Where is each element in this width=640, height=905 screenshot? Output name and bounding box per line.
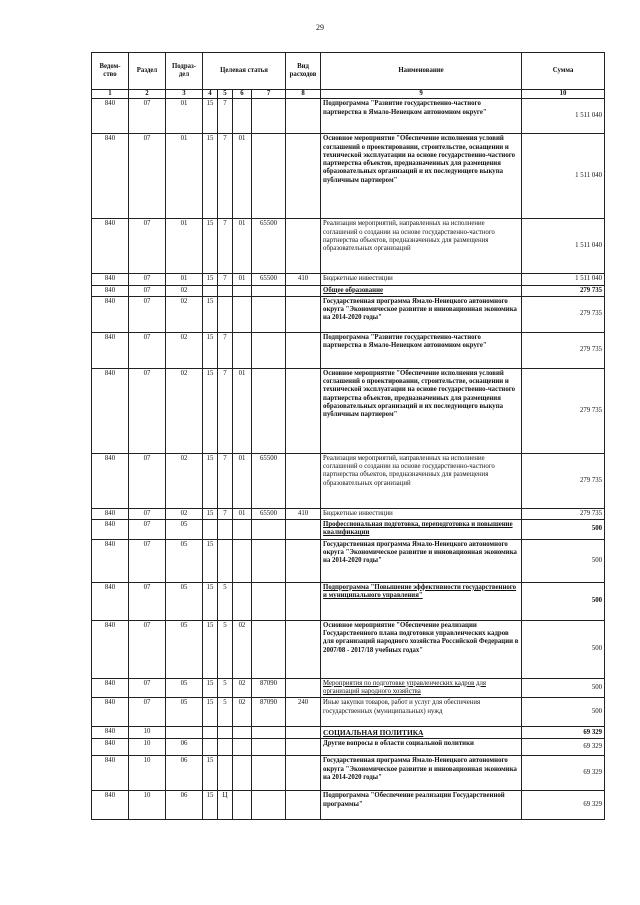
- column-number: 3: [166, 90, 203, 99]
- target-part2-cell: [218, 520, 233, 540]
- target-part2-cell: 7: [218, 368, 233, 453]
- target-part4-cell: [252, 756, 286, 791]
- page-number: 29: [316, 23, 324, 32]
- target-part4-cell: [252, 539, 286, 582]
- column-number: 7: [252, 90, 286, 99]
- agency-cell: 840: [92, 453, 129, 508]
- expense-type-cell: [286, 678, 321, 698]
- target-part3-cell: 01: [233, 368, 252, 453]
- expense-type-cell: [286, 739, 321, 756]
- target-part3-cell: [233, 582, 252, 620]
- section-cell: 10: [129, 739, 166, 756]
- expense-type-cell: [286, 99, 321, 134]
- sum-cell: 500: [522, 620, 605, 678]
- agency-cell: 840: [92, 582, 129, 620]
- subsection-cell: 01: [166, 274, 203, 285]
- section-cell: 07: [129, 134, 166, 219]
- target-part3-cell: 01: [233, 219, 252, 274]
- subsection-cell: 05: [166, 520, 203, 540]
- table-row: [92, 219, 605, 274]
- agency-cell: 840: [92, 219, 129, 274]
- name-cell: Другие вопросы в области социальной политики: [321, 739, 522, 756]
- agency-cell: 840: [92, 134, 129, 219]
- agency-cell: 840: [92, 520, 129, 540]
- agency-cell: 840: [92, 620, 129, 678]
- target-part4-cell: 65500: [252, 508, 286, 519]
- section-cell: 07: [129, 508, 166, 519]
- target-part4-cell: [252, 791, 286, 820]
- target-part2-cell: [218, 739, 233, 756]
- target-part3-cell: 02: [233, 678, 252, 698]
- subsection-cell: 02: [166, 368, 203, 453]
- name-cell: Основное мероприятие "Обеспечение исполнения условий соглашений о проектировании, строительстве, оснащении и технической эксплуатации на основе государственно-частного партнерства объектов, предназначенных для размещения образовательных организаций и их последующего выкупа публичным партнером": [321, 368, 522, 453]
- expense-type-cell: [286, 727, 321, 739]
- column-number: 5: [218, 90, 233, 99]
- sum-cell: 279 735: [522, 285, 605, 296]
- target-part3-cell: [233, 520, 252, 540]
- subsection-cell: 06: [166, 756, 203, 791]
- expense-type-cell: [286, 453, 321, 508]
- agency-cell: 840: [92, 508, 129, 519]
- subsection-cell: [166, 727, 203, 739]
- target-part3-cell: [233, 756, 252, 791]
- target-part1-cell: 15: [203, 539, 218, 582]
- section-cell: 07: [129, 520, 166, 540]
- sum-cell: 279 735: [522, 453, 605, 508]
- target-part1-cell: 15: [203, 698, 218, 727]
- sum-cell: 279 735: [522, 332, 605, 368]
- agency-cell: 840: [92, 274, 129, 285]
- name-cell: Основное мероприятие "Обеспечение реализации Государственного плана подготовки управленческих кадров для организаций народного хозяйства Российской Федерации в 2007/08 - 2017/18 учебных годах": [321, 620, 522, 678]
- header-sum: Сумма: [522, 53, 605, 90]
- section-cell: 07: [129, 332, 166, 368]
- sum-cell: 279 735: [522, 508, 605, 519]
- target-part1-cell: 15: [203, 99, 218, 134]
- table-row: [92, 332, 605, 368]
- agency-cell: 840: [92, 756, 129, 791]
- section-cell: 07: [129, 296, 166, 332]
- sum-cell: 500: [522, 678, 605, 698]
- target-part2-cell: 5: [218, 698, 233, 727]
- target-part4-cell: [252, 134, 286, 219]
- table-row: [92, 539, 605, 582]
- target-part3-cell: [233, 332, 252, 368]
- section-cell: 07: [129, 453, 166, 508]
- name-cell: Основное мероприятие "Обеспечение исполнения условий соглашений о проектировании, строительстве, оснащении и технической эксплуатации на основе государственно-частного партнерства объектов, предназначенных для размещения образовательных организаций и их последующего выкупа публичным партнером": [321, 134, 522, 219]
- column-number-row: [92, 90, 605, 99]
- target-part2-cell: 5: [218, 678, 233, 698]
- target-part3-cell: [233, 296, 252, 332]
- sum-cell: 69 329: [522, 739, 605, 756]
- name-cell: Общее образование: [321, 285, 522, 296]
- agency-cell: 840: [92, 727, 129, 739]
- target-part1-cell: [203, 739, 218, 756]
- agency-cell: 840: [92, 285, 129, 296]
- subsection-cell: 01: [166, 219, 203, 274]
- table-row: [92, 520, 605, 540]
- expense-type-cell: [286, 368, 321, 453]
- name-cell: Подпрограмма "Развитие государственно-частного партнерства в Ямало-Ненецком автономном округе": [321, 332, 522, 368]
- name-cell: Подпрограмма "Развитие государственно-частного партнерства в Ямало-Ненецком автономном округе": [321, 99, 522, 134]
- name-cell: Подпрограмма "Повышение эффективности государственного и муниципального управления": [321, 582, 522, 620]
- column-number: 10: [522, 90, 605, 99]
- header-expense-type: Вид расходов: [286, 53, 321, 90]
- subsection-cell: 06: [166, 791, 203, 820]
- target-part4-cell: [252, 582, 286, 620]
- target-part4-cell: [252, 368, 286, 453]
- target-part1-cell: 15: [203, 296, 218, 332]
- target-part1-cell: 15: [203, 678, 218, 698]
- target-part2-cell: [218, 756, 233, 791]
- target-part4-cell: [252, 285, 286, 296]
- expense-type-cell: [286, 539, 321, 582]
- subsection-cell: 05: [166, 678, 203, 698]
- agency-cell: 840: [92, 296, 129, 332]
- subsection-cell: 05: [166, 698, 203, 727]
- target-part2-cell: 7: [218, 99, 233, 134]
- target-part3-cell: [233, 539, 252, 582]
- name-cell: Реализация мероприятий, направленных на исполнение соглашений о создании на основе государственно-частного партнерства объектов, предназначенных для размещения образовательных организаций: [321, 453, 522, 508]
- column-number: 2: [129, 90, 166, 99]
- target-part3-cell: 01: [233, 508, 252, 519]
- sum-cell: 1 511 040: [522, 134, 605, 219]
- agency-cell: 840: [92, 332, 129, 368]
- target-part3-cell: 02: [233, 698, 252, 727]
- table-row: [92, 296, 605, 332]
- section-cell: 07: [129, 539, 166, 582]
- target-part1-cell: 15: [203, 756, 218, 791]
- subsection-cell: 05: [166, 539, 203, 582]
- name-cell: Мероприятия по подготовке управленческих кадров для организаций народного хозяйства: [321, 678, 522, 698]
- target-part2-cell: 7: [218, 219, 233, 274]
- subsection-cell: 02: [166, 332, 203, 368]
- target-part4-cell: 65500: [252, 453, 286, 508]
- header-subsection: Подраз- дел: [166, 53, 203, 90]
- target-part4-cell: [252, 739, 286, 756]
- target-part1-cell: 15: [203, 134, 218, 219]
- table-row: [92, 582, 605, 620]
- agency-cell: 840: [92, 698, 129, 727]
- target-part1-cell: [203, 285, 218, 296]
- sum-cell: 69 329: [522, 756, 605, 791]
- target-part2-cell: 5: [218, 620, 233, 678]
- section-cell: 07: [129, 698, 166, 727]
- target-part2-cell: 7: [218, 134, 233, 219]
- expense-type-cell: [286, 134, 321, 219]
- header-section: Раздел: [129, 53, 166, 90]
- section-cell: 10: [129, 791, 166, 820]
- target-part4-cell: 65500: [252, 274, 286, 285]
- target-part4-cell: [252, 332, 286, 368]
- target-part1-cell: 15: [203, 368, 218, 453]
- name-cell: Профессиональная подготовка, переподготовка и повышение квалификации: [321, 520, 522, 540]
- name-cell: СОЦИАЛЬНАЯ ПОЛИТИКА: [321, 727, 522, 739]
- name-cell: Бюджетные инвестиции: [321, 274, 522, 285]
- agency-cell: 840: [92, 539, 129, 582]
- subsection-cell: 02: [166, 453, 203, 508]
- sum-cell: 279 735: [522, 296, 605, 332]
- section-cell: 07: [129, 678, 166, 698]
- target-part2-cell: 7: [218, 332, 233, 368]
- name-cell: Государственная программа Ямало-Ненецкого автономного округа "Экономическое развитие и инновационная экономика на 2014-2020 годы": [321, 756, 522, 791]
- name-cell: Подпрограмма "Обеспечение реализации Государственной программы": [321, 791, 522, 820]
- target-part1-cell: 15: [203, 508, 218, 519]
- header-agency: Ведом- ство: [92, 53, 129, 90]
- section-cell: 10: [129, 727, 166, 739]
- header-row: [92, 53, 605, 90]
- subsection-cell: 01: [166, 134, 203, 219]
- sum-cell: 69 329: [522, 791, 605, 820]
- expense-type-cell: 410: [286, 508, 321, 519]
- target-part2-cell: [218, 285, 233, 296]
- table-row: [92, 285, 605, 296]
- expense-type-cell: [286, 219, 321, 274]
- subsection-cell: 05: [166, 620, 203, 678]
- target-part2-cell: [218, 539, 233, 582]
- target-part3-cell: 01: [233, 453, 252, 508]
- table-row: [92, 99, 605, 134]
- expense-type-cell: [286, 296, 321, 332]
- name-cell: Бюджетные инвестиции: [321, 508, 522, 519]
- sum-cell: 1 511 040: [522, 274, 605, 285]
- section-cell: 10: [129, 756, 166, 791]
- target-part3-cell: [233, 739, 252, 756]
- column-number: 9: [321, 90, 522, 99]
- target-part2-cell: Ц: [218, 791, 233, 820]
- agency-cell: 840: [92, 368, 129, 453]
- subsection-cell: 01: [166, 99, 203, 134]
- target-part3-cell: 01: [233, 274, 252, 285]
- target-part1-cell: 15: [203, 620, 218, 678]
- header-name: Наименование: [321, 53, 522, 90]
- section-cell: 07: [129, 582, 166, 620]
- agency-cell: 840: [92, 99, 129, 134]
- table-row: [92, 134, 605, 219]
- target-part3-cell: 01: [233, 134, 252, 219]
- column-number: 8: [286, 90, 321, 99]
- target-part3-cell: [233, 99, 252, 134]
- target-part2-cell: 7: [218, 274, 233, 285]
- subsection-cell: 02: [166, 285, 203, 296]
- expense-type-cell: [286, 520, 321, 540]
- table-row: [92, 727, 605, 739]
- name-cell: Реализация мероприятий, направленных на исполнение соглашений о создании на основе государственно-частного партнерства объектов, предназначенных для размещения образовательных организаций: [321, 219, 522, 274]
- agency-cell: 840: [92, 739, 129, 756]
- target-part4-cell: [252, 296, 286, 332]
- name-cell: Иные закупки товаров, работ и услуг для обеспечения государственных (муниципальных) нужд: [321, 698, 522, 727]
- target-part4-cell: 65500: [252, 219, 286, 274]
- target-part1-cell: 15: [203, 791, 218, 820]
- section-cell: 07: [129, 620, 166, 678]
- section-cell: 07: [129, 368, 166, 453]
- expense-type-cell: 410: [286, 274, 321, 285]
- name-cell: Государственная программа Ямало-Ненецкого автономного округа "Экономическое развитие и инновационная экономика на 2014-2020 годы": [321, 539, 522, 582]
- sum-cell: 500: [522, 582, 605, 620]
- table-row: [92, 791, 605, 820]
- sum-cell: 1 511 040: [522, 99, 605, 134]
- target-part4-cell: 87090: [252, 678, 286, 698]
- sum-cell: 500: [522, 520, 605, 540]
- target-part3-cell: [233, 285, 252, 296]
- header-target: Целевая статья: [203, 53, 286, 90]
- target-part2-cell: [218, 296, 233, 332]
- target-part1-cell: [203, 520, 218, 540]
- target-part1-cell: 15: [203, 582, 218, 620]
- target-part1-cell: 15: [203, 453, 218, 508]
- target-part2-cell: 7: [218, 508, 233, 519]
- table-row: [92, 698, 605, 727]
- expense-type-cell: [286, 620, 321, 678]
- budget-table: [91, 52, 605, 820]
- target-part3-cell: [233, 791, 252, 820]
- table-row: [92, 453, 605, 508]
- target-part3-cell: [233, 727, 252, 739]
- target-part4-cell: [252, 727, 286, 739]
- sum-cell: 279 735: [522, 368, 605, 453]
- sum-cell: 1 511 040: [522, 219, 605, 274]
- table-row: [92, 274, 605, 285]
- expense-type-cell: [286, 582, 321, 620]
- sum-cell: 69 329: [522, 727, 605, 739]
- expense-type-cell: [286, 791, 321, 820]
- expense-type-cell: [286, 756, 321, 791]
- table-row: [92, 620, 605, 678]
- table-row: [92, 368, 605, 453]
- table-row: [92, 756, 605, 791]
- target-part4-cell: 87090: [252, 698, 286, 727]
- target-part3-cell: 02: [233, 620, 252, 678]
- target-part1-cell: 15: [203, 332, 218, 368]
- table-row: [92, 508, 605, 519]
- agency-cell: 840: [92, 678, 129, 698]
- subsection-cell: 02: [166, 508, 203, 519]
- expense-type-cell: [286, 285, 321, 296]
- target-part2-cell: [218, 727, 233, 739]
- subsection-cell: 02: [166, 296, 203, 332]
- section-cell: 07: [129, 274, 166, 285]
- column-number: 6: [233, 90, 252, 99]
- target-part2-cell: 7: [218, 453, 233, 508]
- target-part4-cell: [252, 99, 286, 134]
- subsection-cell: 05: [166, 582, 203, 620]
- column-number: 4: [203, 90, 218, 99]
- target-part2-cell: 5: [218, 582, 233, 620]
- expense-type-cell: 240: [286, 698, 321, 727]
- agency-cell: 840: [92, 791, 129, 820]
- section-cell: 07: [129, 99, 166, 134]
- expense-type-cell: [286, 332, 321, 368]
- table-row: [92, 739, 605, 756]
- table-row: [92, 678, 605, 698]
- column-number: 1: [92, 90, 129, 99]
- target-part4-cell: [252, 620, 286, 678]
- target-part1-cell: 15: [203, 219, 218, 274]
- section-cell: 07: [129, 285, 166, 296]
- subsection-cell: 06: [166, 739, 203, 756]
- name-cell: Государственная программа Ямало-Ненецкого автономного округа "Экономическое развитие и инновационная экономика на 2014-2020 годы": [321, 296, 522, 332]
- target-part1-cell: [203, 727, 218, 739]
- sum-cell: 500: [522, 539, 605, 582]
- section-cell: 07: [129, 219, 166, 274]
- sum-cell: 500: [522, 698, 605, 727]
- target-part4-cell: [252, 520, 286, 540]
- target-part1-cell: 15: [203, 274, 218, 285]
